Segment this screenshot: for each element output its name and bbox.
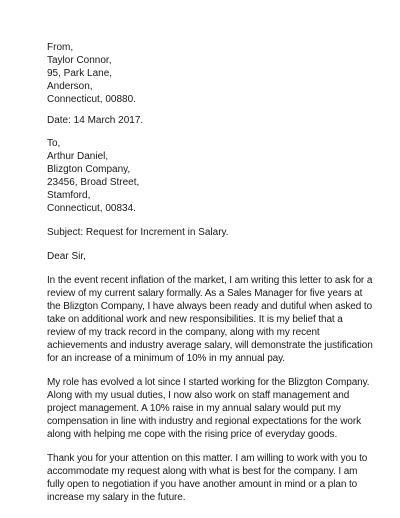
- letter-date: [47, 114, 369, 127]
- paragraph-line: along with helping me cope with the rising price of everyday goods.: [47, 429, 338, 440]
- subject-line: [47, 226, 369, 239]
- sender-line: Taylor Connor,: [47, 55, 112, 66]
- paragraph-line: achievements and industry average salary, will demonstrate the justification: [47, 340, 373, 351]
- sender-address: [47, 41, 369, 106]
- paragraph-line: review of my current salary formally. As a Sales Manager for five years at: [47, 288, 363, 299]
- sender-line: Connecticut, 00880.: [47, 94, 136, 105]
- paragraph-line: Along with my usual duties, I now also work on staff management and: [47, 390, 350, 401]
- paragraph-line: fully open to negotiation if you have another amount in mind or a plan to: [47, 479, 358, 490]
- paragraph-line: review of my track record in the company, along with my recent: [47, 327, 320, 338]
- paragraph-line: project management. A 10% raise in my annual salary would put my: [47, 403, 341, 414]
- salutation-text: Dear Sir,: [47, 251, 86, 262]
- recipient-address: [47, 137, 369, 215]
- paragraph-line: compensation in line with industry and regional expectations for the work: [47, 416, 361, 427]
- paragraph-line: In the event recent inflation of the market, I am writing this letter to ask for a: [47, 275, 373, 286]
- paragraph-line: the Blizgton Company, I have always been ready and dutiful when asked to: [47, 301, 373, 312]
- recipient-line: Connecticut, 00834.: [47, 203, 136, 214]
- paragraph-3: [47, 452, 369, 504]
- recipient-label: To,: [47, 138, 61, 149]
- recipient-line: Arthur Daniel,: [47, 151, 109, 162]
- paragraph-line: Thank you for your attention on this matter. I am willing to work with you to: [47, 453, 368, 464]
- paragraph-1: [47, 274, 373, 365]
- paragraph-line: for an increase of a minimum of 10% in my annual pay.: [47, 353, 285, 364]
- recipient-line: Blizgton Company,: [47, 164, 131, 175]
- paragraph-line: take on additional work and new responsibilities. It is my belief that a: [47, 314, 343, 325]
- recipient-line: Stamford,: [47, 190, 91, 201]
- salutation: [47, 250, 369, 263]
- recipient-line: 23456, Broad Street,: [47, 177, 140, 188]
- paragraph-line: accommodate my request along with what is best for the company. I am: [47, 466, 358, 477]
- subject-text: Subject: Request for Increment in Salary.: [47, 227, 229, 238]
- letter-body: [47, 41, 373, 504]
- sender-line: Anderson,: [47, 81, 93, 92]
- paragraph-line: increase my salary in the future.: [47, 492, 186, 503]
- paragraph-2: [47, 376, 369, 441]
- sender-label: From,: [47, 42, 74, 53]
- sender-line: 95, Park Lane,: [47, 68, 113, 79]
- paragraph-line: My role has evolved a lot since I started working for the Blizgton Company.: [47, 377, 370, 388]
- date-text: Date: 14 March 2017.: [47, 115, 144, 126]
